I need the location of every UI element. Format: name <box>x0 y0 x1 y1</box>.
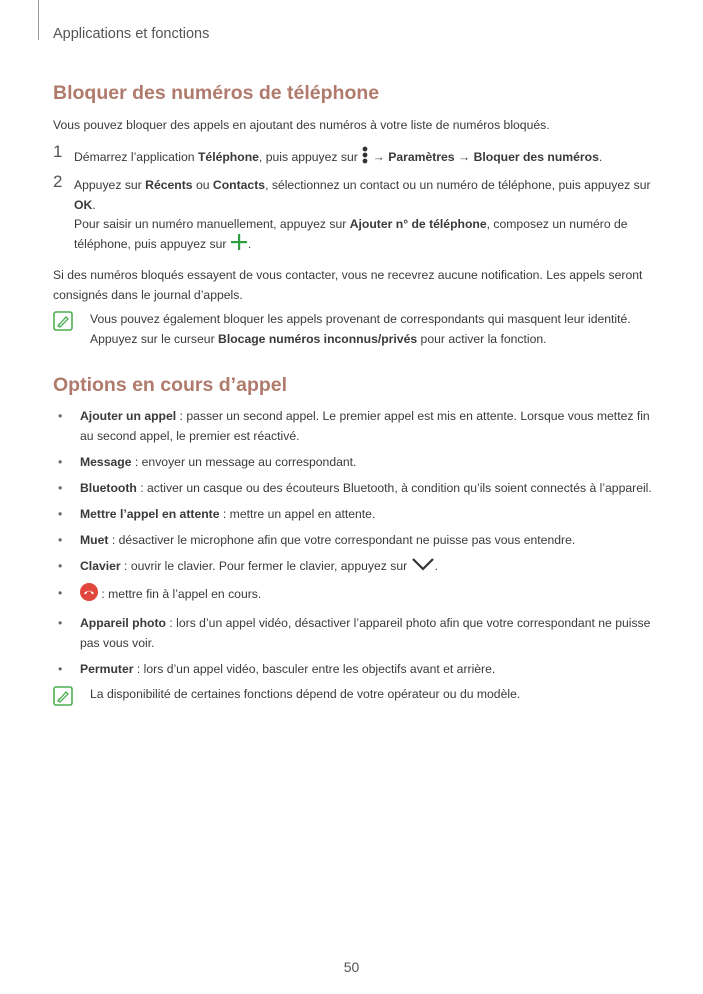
list-item: • Clavier : ouvrir le clavier. Pour fermer le clavier, appuyez sur . <box>58 556 653 577</box>
note-text: Vous pouvez également bloquer les appels provenant de correspondants qui masquent leur identité. Appuyez sur le curseur Blocage numéros inconnus/privés pour activer la fonction. <box>90 312 631 346</box>
settings-menu-label: Paramètres <box>388 150 455 165</box>
end-call-icon <box>80 583 98 607</box>
add-icon <box>230 234 248 256</box>
list-item: • Ajouter un appel : passer un second appel. Le premier appel est mis en attente. Lorsque vous mettez fin au second appel, le premier est réactivé. <box>58 409 650 443</box>
list-item: • Muet : désactiver le microphone afin que votre correspondant ne puisse pas vous entendre. <box>58 533 576 547</box>
list-item: • Mettre l’appel en attente : mettre un appel en attente. <box>58 507 376 521</box>
app-name: Téléphone <box>197 150 259 165</box>
list-item: • Appareil photo : lors d’un appel vidéo, désactiver l’appareil photo afin que votre correspondant ne puisse pas vous voir. <box>58 615 651 650</box>
step-number: 2 <box>53 172 63 191</box>
list-item: • Permuter : lors d’un appel vidéo, basculer entre les objectifs avant et arrière. <box>58 661 496 676</box>
margin-rule <box>38 0 39 40</box>
note-icon <box>53 686 73 706</box>
list-item: • : mettre fin à l’appel en cours. <box>58 583 653 607</box>
note-icon <box>53 311 73 331</box>
step-2-text: Appuyez sur Récents ou Contacts, sélectionnez un contact ou un numéro de téléphone, puis appuyez sur OK. <box>74 178 651 212</box>
step-2-manual-text: Pour saisir un numéro manuellement, appuyez sur Ajouter n° de téléphone, composez un numéro de téléphone, puis appuyez sur . <box>74 214 654 256</box>
chevron-down-icon <box>411 557 435 577</box>
blocked-info-paragraph: Si des numéros bloqués essayent de vous contacter, vous ne recevrez aucune notification. Les appels seront consignés dans le journal d’appels. <box>53 268 643 302</box>
section-intro: Vous pouvez bloquer des appels en ajoutant des numéros à votre liste de numéros bloqués. <box>53 118 550 132</box>
step-1-text: Démarrez l’application Téléphone, puis appuyez sur → Paramètres → Bloquer des numéros. <box>74 145 654 171</box>
section-title-call-options: Options en cours d’appel <box>53 374 288 396</box>
page-number: 50 <box>343 959 360 975</box>
list-item: • Bluetooth : activer un casque ou des écouteurs Bluetooth, à condition qu’ils soient connectés à l’appareil. <box>58 481 652 495</box>
call-options-list <box>58 406 653 685</box>
running-head: Applications et fonctions <box>53 26 210 42</box>
block-numbers-label: Bloquer des numéros <box>473 150 599 165</box>
step-number: 1 <box>53 142 63 161</box>
note-text: La disponibilité de certaines fonctions dépend de votre opérateur ou du modèle. <box>90 687 521 701</box>
section-title-block-numbers: Bloquer des numéros de téléphone <box>53 82 380 104</box>
list-item: • Message : envoyer un message au correspondant. <box>58 455 357 469</box>
